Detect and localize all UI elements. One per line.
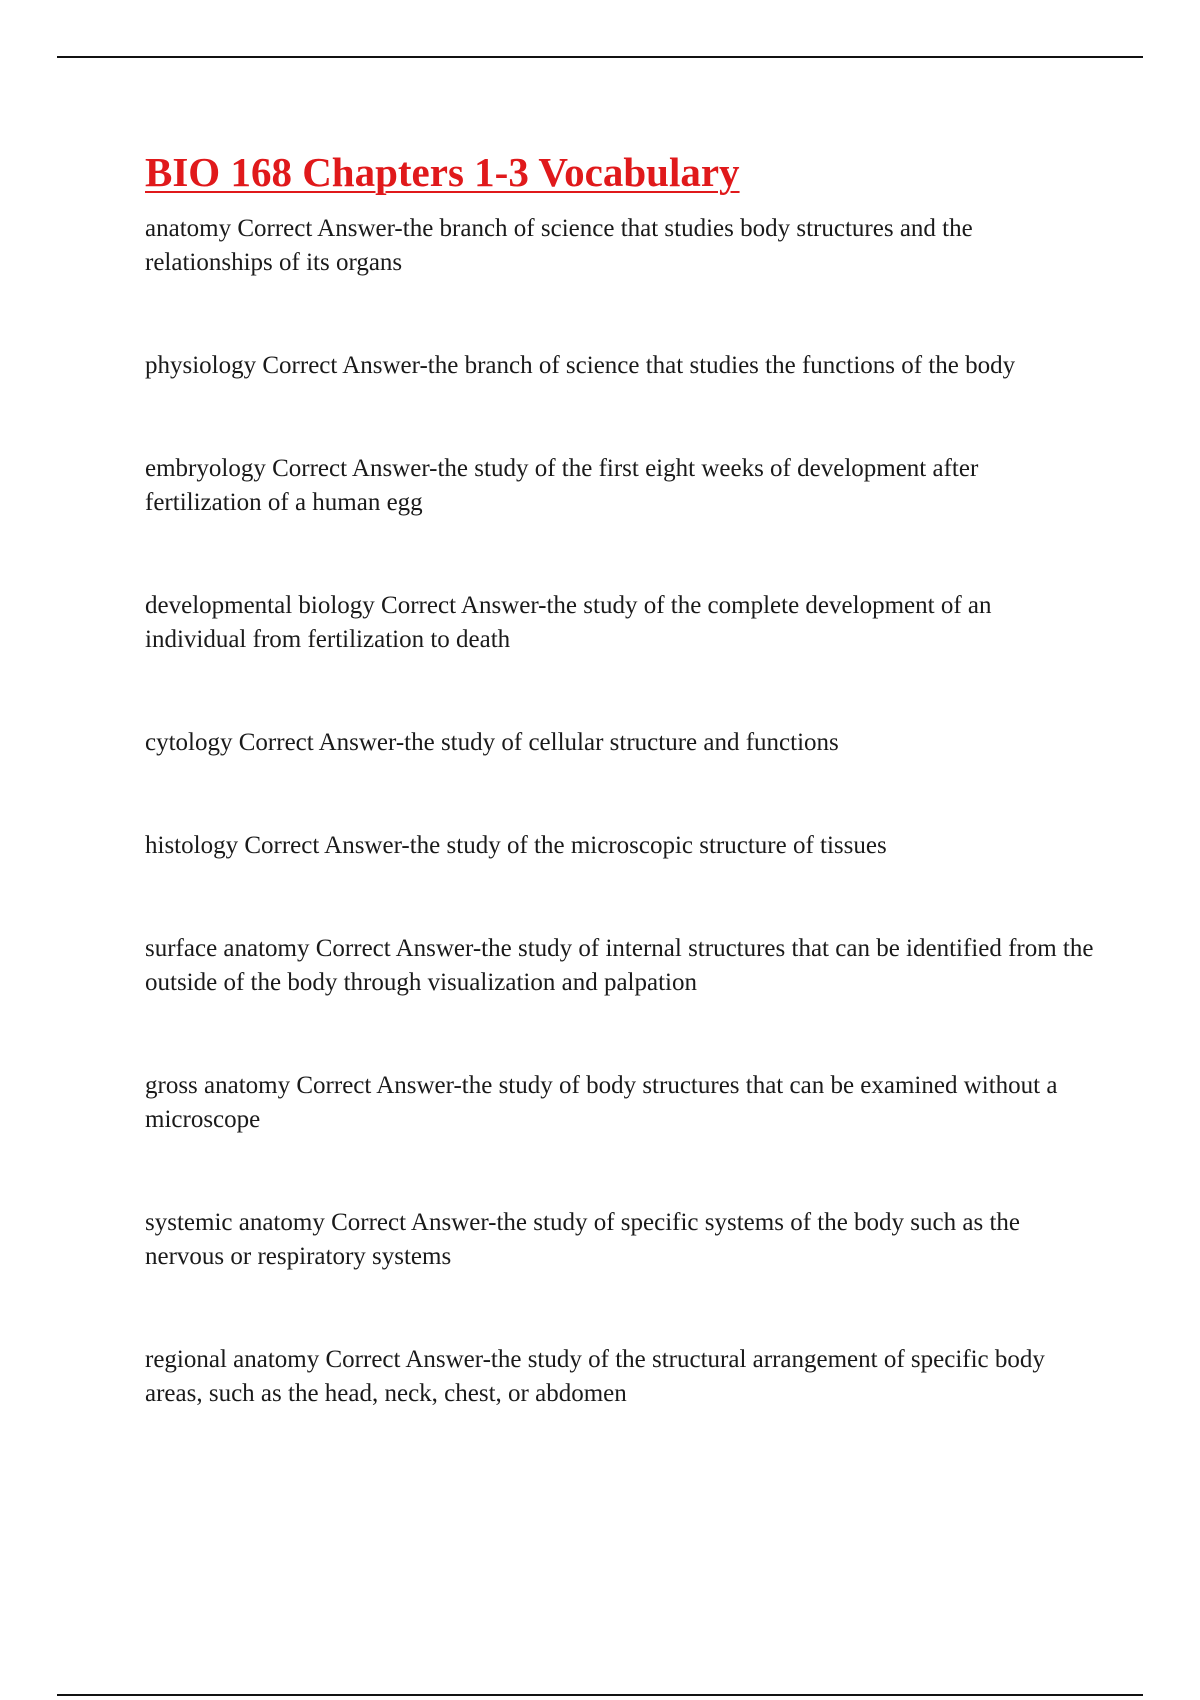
vocabulary-entry-anatomy: anatomy Correct Answer-the branch of science that studies body structures and the relationships of its organs: [145, 215, 973, 276]
vocabulary-entry-histology: histology Correct Answer-the study of the microscopic structure of tissues: [145, 832, 887, 859]
vocabulary-entry-physiology: physiology Correct Answer-the branch of science that studies the functions of the body: [145, 352, 1016, 379]
top-rule: [57, 56, 1143, 58]
vocabulary-entry-gross-anatomy: gross anatomy Correct Answer-the study of body structures that can be examined without a microscope: [145, 1072, 1058, 1133]
vocabulary-entry-embryology: embryology Correct Answer-the study of the first eight weeks of development after fertilization of a human egg: [145, 455, 979, 516]
bottom-rule: [57, 1694, 1143, 1696]
vocabulary-entry-cytology: cytology Correct Answer-the study of cellular structure and functions: [145, 729, 839, 756]
vocabulary-entry-systemic-anatomy: systemic anatomy Correct Answer-the study of specific systems of the body such as the nervous or respiratory systems: [145, 1209, 1020, 1270]
vocabulary-entry-surface-anatomy: surface anatomy Correct Answer-the study of internal structures that can be identified from the outside of the body through visualization and palpation: [145, 935, 1094, 996]
vocabulary-list: [145, 212, 1095, 1411]
document-body: [145, 146, 1095, 1411]
vocabulary-entry-regional-anatomy: regional anatomy Correct Answer-the study of the structural arrangement of specific body areas, such as the head, neck, chest, or abdomen: [145, 1346, 1045, 1407]
vocabulary-entry-developmental-biology: developmental biology Correct Answer-the study of the complete development of an individual from fertilization to death: [145, 592, 992, 653]
document-title: BIO 168 Chapters 1-3 Vocabulary: [145, 149, 740, 195]
